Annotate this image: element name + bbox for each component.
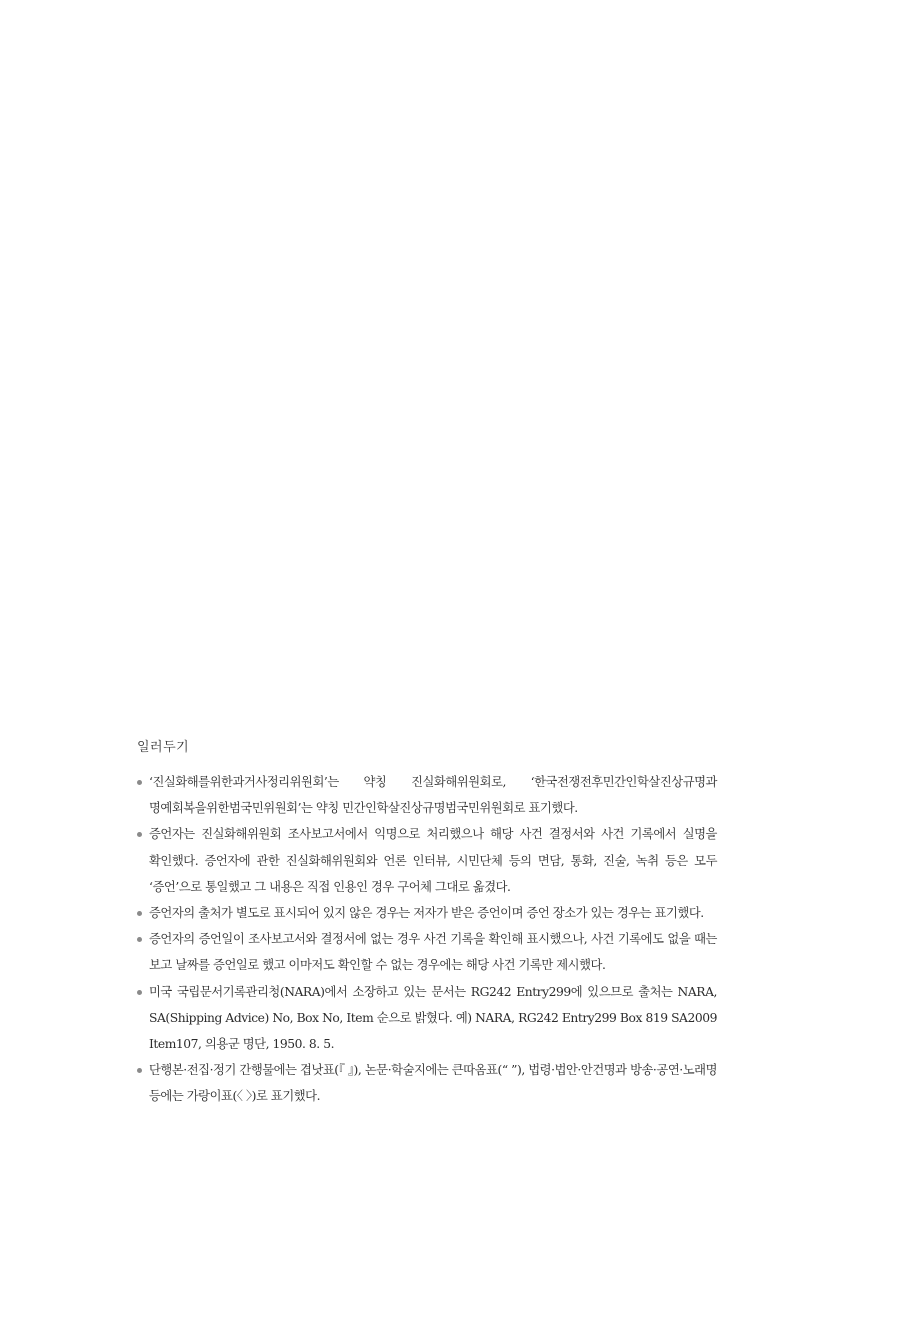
notes-list	[137, 769, 717, 1110]
section-title: 일러두기	[137, 740, 190, 755]
bullet-icon	[137, 990, 142, 995]
list-item	[137, 821, 717, 900]
note-text: 증언자는 진실화해위원회 조사보고서에서 익명으로 처리했으나 해당 사건 결정서와 사건 기록에서 실명을 확인했다. 증언자에 관한 진실화해위원회와 언론 인터뷰, 시민단체 등의 면담, 통화, 진술, 녹취 등은 모두 ‘증언’으로 통일했고 그 내용은 직접 인용인 경우 구어체 그대로 옮겼다.	[149, 827, 717, 894]
note-text: 증언자의 증언일이 조사보고서와 결정서에 없는 경우 사건 기록을 확인해 표시했으나, 사건 기록에도 없을 때는 보고 날짜를 증언일로 했고 이마저도 확인할 수 없는 경우에는 해당 사건 기록만 제시했다.	[149, 932, 717, 973]
list-item	[137, 769, 717, 821]
note-text: 증언자의 출처가 별도로 표시되어 있지 않은 경우는 저자가 받은 증언이며 증언 장소가 있는 경우는 표기했다.	[149, 906, 704, 921]
bullet-icon	[137, 780, 142, 785]
note-text: ‘진실화해를위한과거사정리위원회’는 약칭 진실화해위원회로, ‘한국전쟁전후민간인학살진상규명과 명예회복을위한범국민위원회’는 약칭 민간인학살진상규명범국민위원회로 표기했다.	[149, 775, 717, 816]
list-item	[137, 1057, 717, 1109]
bullet-icon	[137, 1068, 142, 1073]
bullet-icon	[137, 911, 142, 916]
bullet-icon	[137, 937, 142, 942]
note-text: 미국 국립문서기록관리청(NARA)에서 소장하고 있는 문서는 RG242 Entry299에 있으므로 출처는 NARA, SA(Shipping Advice) No, Box No, Item 순으로 밝혔다. 예) NARA, RG242 Entry299 Box 819 SA2009 Item107, 의용군 명단, 1950. 8. 5.	[149, 984, 717, 1052]
editorial-notes-section	[137, 736, 717, 1110]
note-text: 단행본·전집·정기 간행물에는 겹낫표(『 』), 논문·학술지에는 큰따옴표(“ ”), 법령·법안·안건명과 방송·공연·노래명 등에는 가랑이표(〈 〉)로 표기했다.	[149, 1063, 717, 1104]
list-item	[137, 979, 717, 1058]
list-item	[137, 900, 717, 926]
list-item	[137, 926, 717, 978]
bullet-icon	[137, 832, 142, 837]
